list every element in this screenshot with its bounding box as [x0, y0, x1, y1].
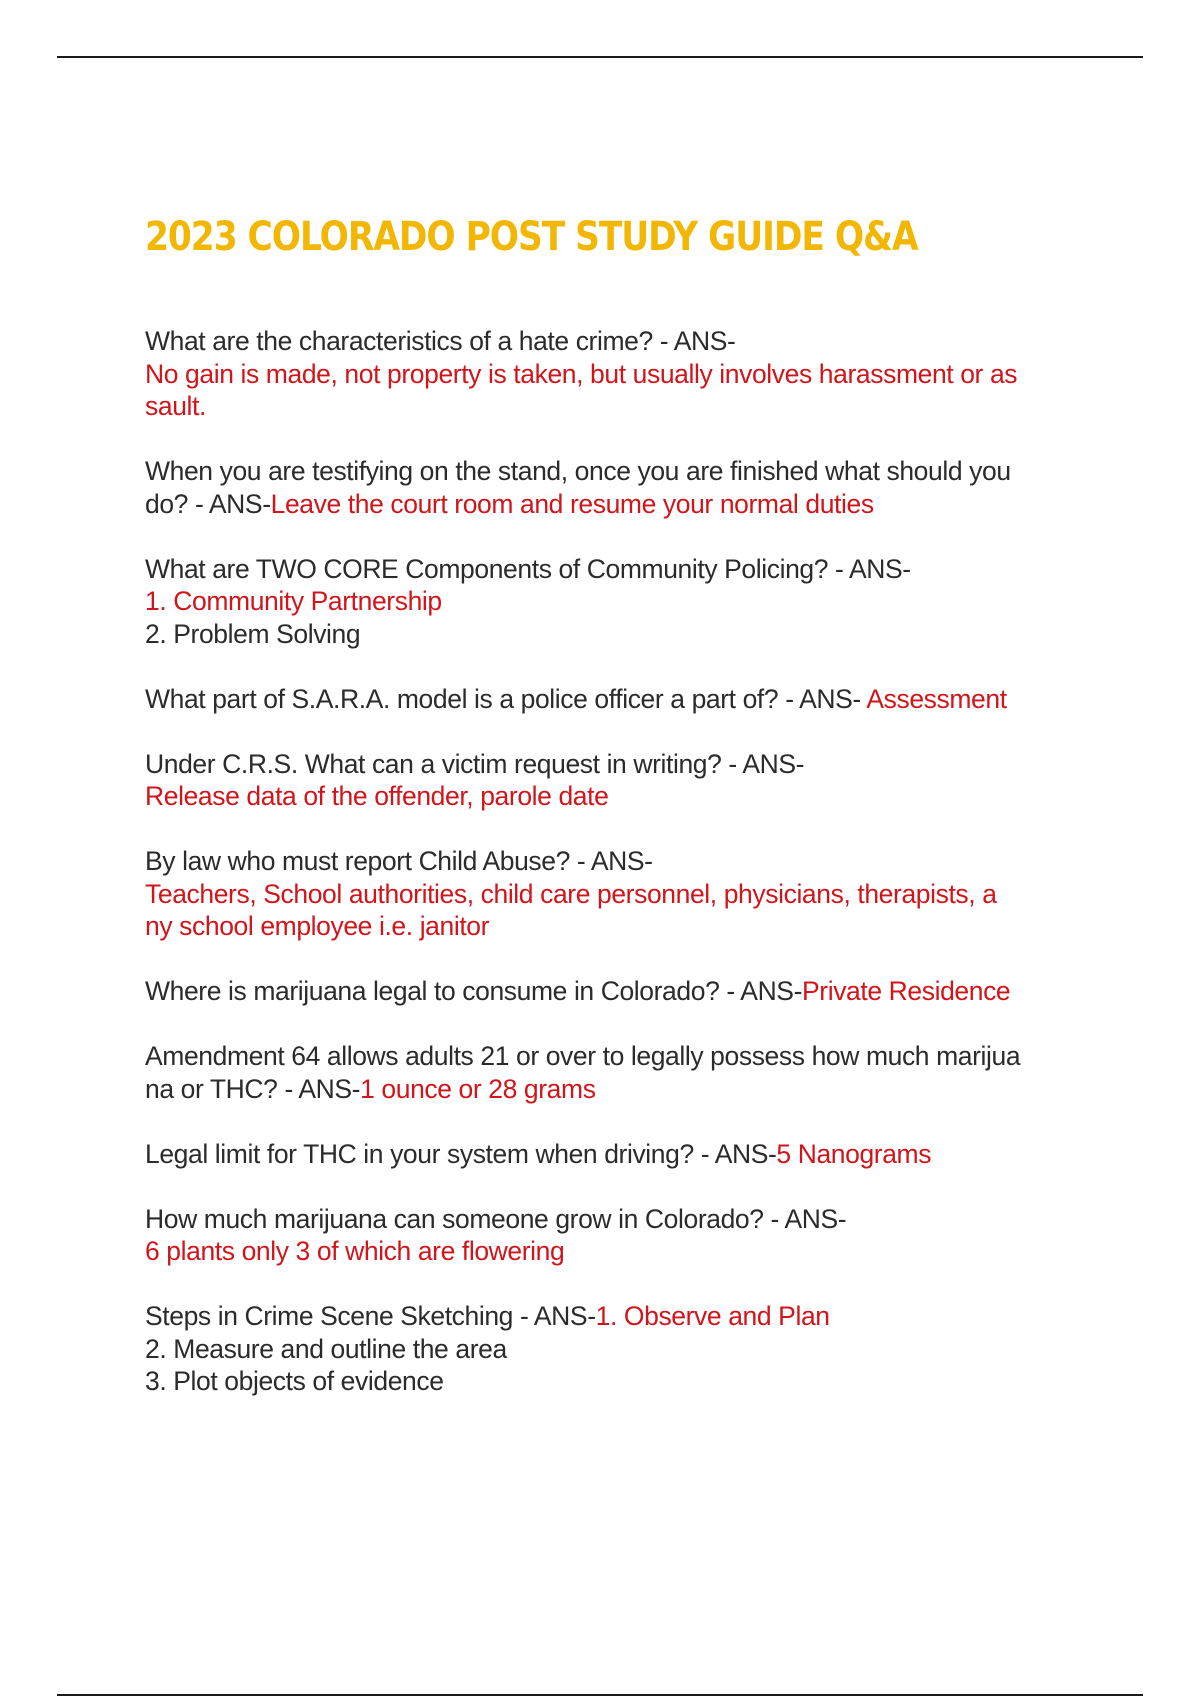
top-divider — [57, 56, 1143, 58]
answer-text: No gain is made, not property is taken, but usually involves harassment or as — [145, 358, 1018, 389]
qa-item — [145, 975, 1085, 1008]
answer-text: Leave the court room and resume your normal duties — [270, 488, 874, 519]
document-title: 2023 COLORADO POST STUDY GUIDE Q&A — [145, 214, 918, 260]
question-text: How much marijuana can someone grow in Colorado? - ANS- — [145, 1203, 847, 1234]
answer-text: sault. — [145, 391, 206, 421]
answer-extra-text: 2. Measure and outline the area — [145, 1333, 507, 1364]
question-text: By law who must report Child Abuse? - ANS- — [145, 846, 653, 876]
answer-text: 1. Community Partnership — [145, 586, 442, 616]
question-text: What part of S.A.R.A. model is a police officer a part of? - ANS- — [145, 683, 867, 714]
qa-item — [145, 1203, 1085, 1268]
qa-item — [145, 455, 1085, 520]
answer-text: 1. Observe and Plan — [595, 1301, 830, 1331]
question-text: What are TWO CORE Components of Community Policing? - ANS- — [145, 553, 911, 584]
question-text: What are the characteristics of a hate crime? - ANS- — [145, 326, 736, 356]
answer-text: Assessment — [866, 683, 1007, 714]
qa-item — [145, 683, 1085, 716]
question-text: Amendment 64 allows adults 21 or over to legally possess how much marijua — [145, 1041, 1021, 1071]
question-text: do? - ANS- — [145, 488, 271, 519]
question-text: Where is marijuana legal to consume in Colorado? - ANS- — [145, 976, 803, 1006]
qa-item — [145, 1138, 1085, 1171]
answer-text: Private Residence — [802, 976, 1011, 1006]
question-text: When you are testifying on the stand, once you are finished what should you — [145, 456, 1011, 486]
answer-extra-text: 2. Problem Solving — [145, 618, 361, 649]
answer-text: ny school employee i.e. janitor — [145, 911, 490, 941]
bottom-divider — [57, 1694, 1143, 1696]
answer-text: 1 ounce or 28 grams — [360, 1073, 596, 1104]
answer-text: Teachers, School authorities, child care personnel, physicians, therapists, a — [145, 878, 997, 909]
question-text: Legal limit for THC in your system when driving? - ANS- — [145, 1138, 777, 1169]
qa-item — [145, 1300, 1085, 1398]
question-text: Steps in Crime Scene Sketching - ANS- — [145, 1301, 596, 1331]
answer-text: 6 plants only 3 of which are flowering — [145, 1236, 565, 1266]
qa-item — [145, 748, 1085, 813]
answer-extra-text: 3. Plot objects of evidence — [145, 1366, 444, 1396]
qa-item — [145, 1040, 1085, 1105]
qa-item — [145, 553, 1085, 651]
question-text: na or THC? - ANS- — [145, 1073, 361, 1104]
qa-list — [145, 325, 1085, 1430]
answer-text: Release data of the offender, parole date — [145, 781, 609, 811]
qa-item — [145, 325, 1085, 423]
question-text: Under C.R.S. What can a victim request in writing? - ANS- — [145, 748, 805, 779]
answer-text: 5 Nanograms — [776, 1138, 932, 1169]
qa-item — [145, 845, 1085, 943]
